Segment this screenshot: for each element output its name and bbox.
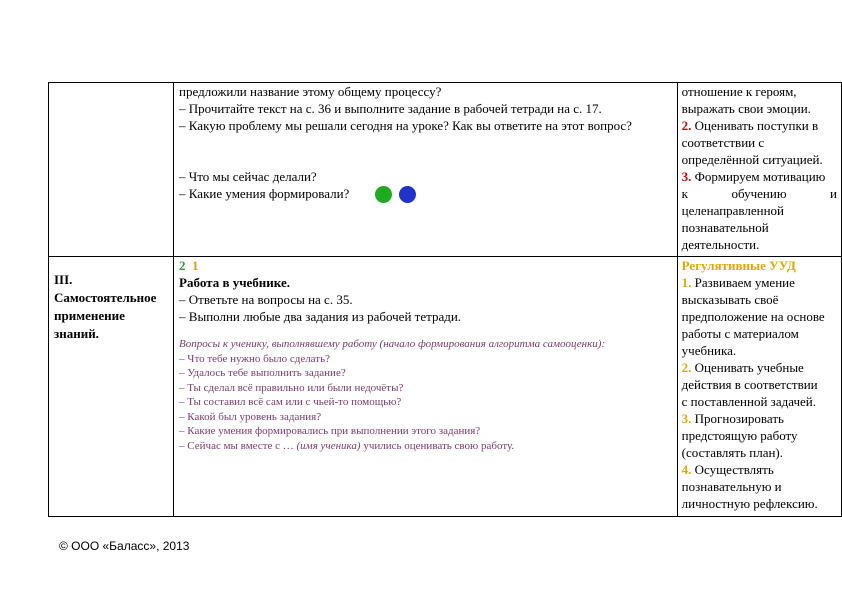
item-number: 2. — [681, 360, 692, 375]
question-item: – Удалось тебе выполнить задание? — [179, 367, 346, 379]
item-number: 4. — [681, 462, 692, 477]
group-number-orange: 1 — [192, 258, 199, 273]
activity-cell — [174, 83, 678, 257]
uud-line: высказывать своё — [681, 292, 779, 307]
task-line: – Ответьте на вопросы на с. 35. — [179, 292, 353, 307]
uud-cell — [677, 83, 841, 257]
uud-line: определённой ситуацией. — [681, 152, 823, 167]
uud-item — [682, 168, 837, 185]
question-item: – Какой был уровень задания? — [179, 410, 322, 423]
table-row — [49, 83, 842, 257]
blue-circle-icon — [399, 186, 416, 203]
stage-cell — [49, 257, 174, 517]
uud-item — [682, 117, 837, 134]
activity-line: – Что мы сейчас делали? — [179, 169, 317, 184]
group-numbers — [179, 257, 674, 274]
question-item: – Ты сделал всё правильно или были недочёты? — [179, 381, 404, 394]
uud-line: соответствии с — [681, 135, 765, 150]
uud-line: действия в соответствии — [681, 377, 818, 392]
rating-circles — [375, 186, 423, 204]
activity-line: – Прочитайте текст на с. 36 и выполните задание в рабочей тетради на с. 17. — [179, 101, 602, 116]
uud-line: отношение к героям, — [681, 84, 797, 99]
uud-line: предположение на основе — [681, 309, 825, 324]
question-text: учились оценивать свою работу. — [360, 439, 515, 452]
task-line: – Выполни любые два задания из рабочей тетради. — [179, 309, 462, 324]
uud-cell — [677, 257, 841, 517]
stage-number: III. — [54, 272, 73, 287]
group-number-green: 2 — [179, 258, 186, 273]
question-item: – Что тебе нужно было сделать? — [179, 352, 330, 365]
uud-line: личностную рефлексию. — [681, 496, 818, 511]
question-italic-text: (имя ученика) — [296, 439, 361, 452]
uud-line: учебника. — [681, 343, 737, 358]
uud-item — [682, 410, 837, 427]
activity-line: – Какую проблему мы решали сегодня на уроке? Как вы ответите на этот вопрос? — [179, 118, 632, 133]
item-text: Развиваем умение — [694, 275, 795, 290]
lesson-plan-table — [48, 82, 842, 517]
uud-line: познавательной — [681, 220, 769, 235]
questions-title: Вопросы к ученику, выполнявшему работу (начало формирования алгоритма самооценки): — [179, 338, 606, 350]
item-number: 1. — [681, 275, 692, 290]
question-item: – Ты составил всё сам или с чьей-то помощью? — [179, 396, 402, 408]
task-title: Работа в учебнике. — [179, 275, 290, 290]
item-number: 2. — [681, 118, 692, 133]
activity-line: предложили название этому общему процессу? — [179, 84, 442, 99]
item-number: 3. — [681, 411, 692, 426]
stage-cell — [49, 83, 174, 257]
uud-item — [682, 274, 837, 291]
item-text: Оценивать учебные — [694, 360, 804, 375]
uud-line: выражать свои эмоции. — [681, 101, 811, 116]
uud-line: с поставленной задачей. — [681, 394, 816, 409]
uud-line: предстоящую работу — [681, 428, 798, 443]
uud-item — [682, 359, 837, 376]
stage-title-line: Самостоятельное — [54, 290, 157, 305]
item-text: Осуществлять — [694, 462, 774, 477]
item-text: Оценивать поступки в — [694, 118, 819, 133]
uud-line: деятельности. — [681, 237, 760, 252]
question-text: – Сейчас мы вместе с … — [179, 439, 297, 452]
uud-item — [682, 461, 837, 478]
uud-line: работы с материалом — [681, 326, 799, 341]
stage-title-line: применение — [54, 308, 125, 323]
copyright-footer: © ООО «Баласс», 2013 — [59, 539, 190, 553]
uud-line: к обучению и — [681, 186, 837, 201]
question-item — [179, 439, 674, 454]
item-text: Прогнозировать — [694, 411, 784, 426]
stage-title-line: знаний. — [54, 326, 99, 341]
item-text: Формируем мотивацию — [694, 169, 826, 184]
uud-line: целенаправленной — [681, 203, 785, 218]
activity-line-with-circles — [179, 185, 674, 204]
activity-cell — [174, 257, 678, 517]
uud-line: познавательную и — [681, 479, 782, 494]
activity-line-text: – Какие умения формировали? — [179, 186, 350, 201]
uud-header: Регулятивные УУД — [681, 258, 796, 273]
question-item: – Какие умения формировались при выполнении этого задания? — [179, 425, 481, 437]
item-number: 3. — [681, 169, 692, 184]
table-row — [49, 257, 842, 517]
uud-line: (составлять план). — [681, 445, 784, 460]
green-circle-icon — [375, 186, 392, 203]
self-assessment-questions — [179, 337, 674, 453]
